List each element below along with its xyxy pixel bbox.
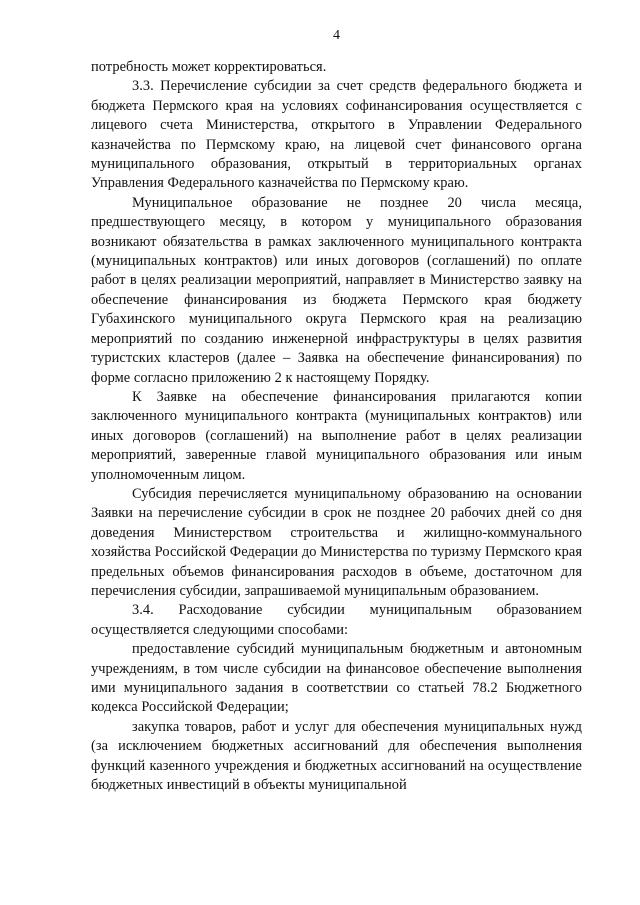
paragraph-application-deadline: Муниципальное образование не позднее 20 числа месяца, предшествующего месяцу, в котором у муниципального образования возникают обязательства в рамках заключенного муниципального контракта (муниципальных контрактов) или иных договоров (соглашений) по оплате работ в целях реализации мероприятий, направляет в Министерство заявку на обеспечение финансирования из бюджета Пермского края бюджету Губахинского муниципального округа Пермского края на реализацию мероприятий по созданию инженерной инфраструктуры в целях развития туристских кластеров (далее – Заявка на обеспечение финансирования) по форме согласно приложению 2 к настоящему Порядку. [91, 194, 582, 386]
page-number: 4 [333, 28, 340, 43]
paragraph-3-4: 3.4. Расходование субсидии муниципальным образованием осуществляется следующими способами: [91, 602, 582, 638]
paragraph-subsidies-to-institutions: предоставление субсидий муниципальным бюджетным и автономным учреждениям, в том числе субсидии на финансовое обеспечение выполнения ими муниципального задания в соответствии со статьей 78.2 Бюджетного кодекса Российской Федерации; [91, 641, 582, 716]
paragraph-continuation: потребность может корректироваться. [91, 59, 327, 75]
paragraph-3-3: 3.3. Перечисление субсидии за счет средств федерального бюджета и бюджета Пермского края на условиях софинансирования осуществляется с лицевого счета Министерства, открытого в Управлении Федерального казначейства по Пермскому краю, на лицевой счет финансового органа муниципального образования, открытый в территориальных органах Управления Федерального казначейства по Пермскому краю. [91, 78, 582, 192]
paragraph-subsidy-transfer: Субсидия перечисляется муниципальному образованию на основании Заявки на перечисление субсидии в срок не позднее 20 рабочих дней со дня доведения Министерством строительства и жилищно-коммунального хозяйства Российской Федерации до Министерства по туризму Пермского края предельных объемов финансирования расходов в объеме, достаточном для перечисления субсидии, запрашиваемой муниципальным образованием. [91, 485, 582, 599]
paragraph-attachments: К Заявке на обеспечение финансирования прилагаются копии заключенного муниципального контракта (муниципальных контрактов) или иных договоров (соглашений) на выполнение работ в целях реализации мероприятий, заверенные главой муниципального образования или иным уполномоченным лицом. [91, 388, 582, 483]
paragraph-procurement: закупка товаров, работ и услуг для обеспечения муниципальных нужд (за исключением бюджетных ассигнований для обеспечения выполнения функций казенного учреждения и бюджетных ассигнований на осуществление бюджетных инвестиций в объекты муниципальной [91, 718, 582, 794]
